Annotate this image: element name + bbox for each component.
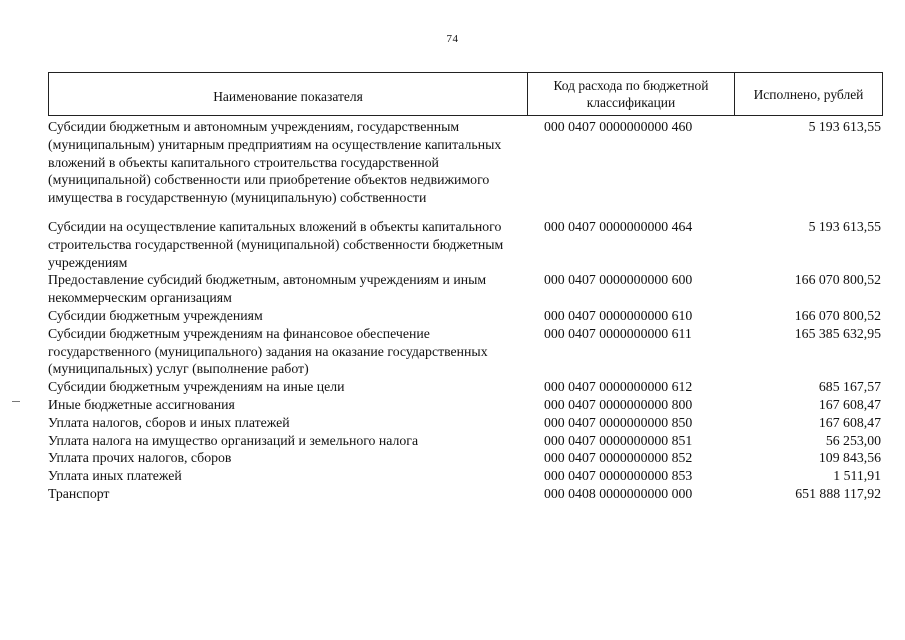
table-row — [48, 414, 883, 432]
row-code: 000 0407 0000000000 460 — [544, 119, 693, 134]
row-code: 000 0408 0000000000 000 — [544, 485, 693, 501]
margin-mark — [12, 401, 20, 402]
row-executed: 5 193 613,55 — [808, 218, 881, 234]
row-code: 000 0407 0000000000 851 — [544, 432, 693, 448]
table-row — [48, 325, 883, 378]
row-executed: 5 193 613,55 — [808, 119, 881, 134]
header-code: Код расхода по бюджетной классификации — [528, 73, 735, 115]
row-name: Субсидии бюджетным учреждениям на иные цели — [48, 379, 345, 395]
row-code: 000 0407 0000000000 800 — [544, 396, 693, 412]
row-name: Субсидии бюджетным учреждениям — [48, 307, 263, 323]
row-name: Субсидии на осуществление капитальных вложений в объекты капитального строительства государственной (муниципальной) собственности бюджетным учреждениям — [48, 218, 504, 270]
header-executed: Исполнено, рублей — [753, 86, 864, 102]
table-row — [48, 485, 883, 503]
row-executed: 167 608,47 — [818, 414, 881, 430]
table-body — [48, 118, 883, 503]
row-executed: 1 511,91 — [833, 468, 881, 484]
row-executed: 165 385 632,95 — [794, 325, 881, 341]
row-name: Субсидии бюджетным учреждениям на финансовое обеспечение государственного (муниципального) задания на оказание государственных (муниципальных) услуг (выполнение работ) — [48, 325, 488, 377]
row-code: 000 0407 0000000000 610 — [544, 307, 693, 323]
row-executed: 651 888 117,92 — [795, 485, 881, 501]
header-name: Наименование показателя — [49, 73, 528, 115]
row-name: Иные бюджетные ассигнования — [48, 396, 235, 412]
row-executed: 166 070 800,52 — [794, 307, 881, 323]
table-row — [48, 432, 883, 450]
row-executed: 167 608,47 — [818, 396, 881, 412]
row-name: Уплата прочих налогов, сборов — [48, 450, 232, 466]
row-name: Субсидии бюджетным и автономным учреждениям, государственным (муниципальным) унитарным предприятиям на осуществление капитальных вложений в объекты капитального строительства государственной (муниципальной) собственности или приобретение объектов недвижимого имущества в государственную (муниципальную) собственности — [48, 119, 502, 206]
row-executed: 685 167,57 — [818, 379, 881, 395]
table-row — [48, 467, 883, 485]
row-code: 000 0407 0000000000 611 — [544, 325, 692, 341]
row-name: Предоставление субсидий бюджетным, автономным учреждениям и иным некоммерческим организациям — [48, 272, 487, 306]
row-name: Уплата иных платежей — [48, 468, 182, 484]
table-row — [48, 307, 883, 325]
table-row — [48, 449, 883, 467]
table-row — [48, 218, 883, 271]
row-code: 000 0407 0000000000 853 — [544, 468, 693, 484]
row-name: Уплата налога на имущество организаций и земельного налога — [48, 432, 419, 448]
row-executed: 109 843,56 — [818, 450, 881, 466]
row-code: 000 0407 0000000000 612 — [544, 379, 693, 395]
row-code: 000 0407 0000000000 464 — [544, 218, 693, 234]
row-name: Транспорт — [48, 485, 110, 501]
page-number: 74 — [446, 33, 459, 45]
table-row — [48, 271, 883, 307]
row-code: 000 0407 0000000000 852 — [544, 450, 693, 466]
row-code: 000 0407 0000000000 850 — [544, 414, 693, 430]
table-row — [48, 396, 883, 414]
table-header — [48, 72, 883, 116]
row-name: Уплата налогов, сборов и иных платежей — [48, 414, 290, 430]
row-executed: 166 070 800,52 — [794, 272, 881, 288]
row-executed: 56 253,00 — [825, 432, 881, 448]
table-row — [48, 118, 883, 207]
row-code: 000 0407 0000000000 600 — [544, 272, 693, 288]
table-row — [48, 378, 883, 396]
